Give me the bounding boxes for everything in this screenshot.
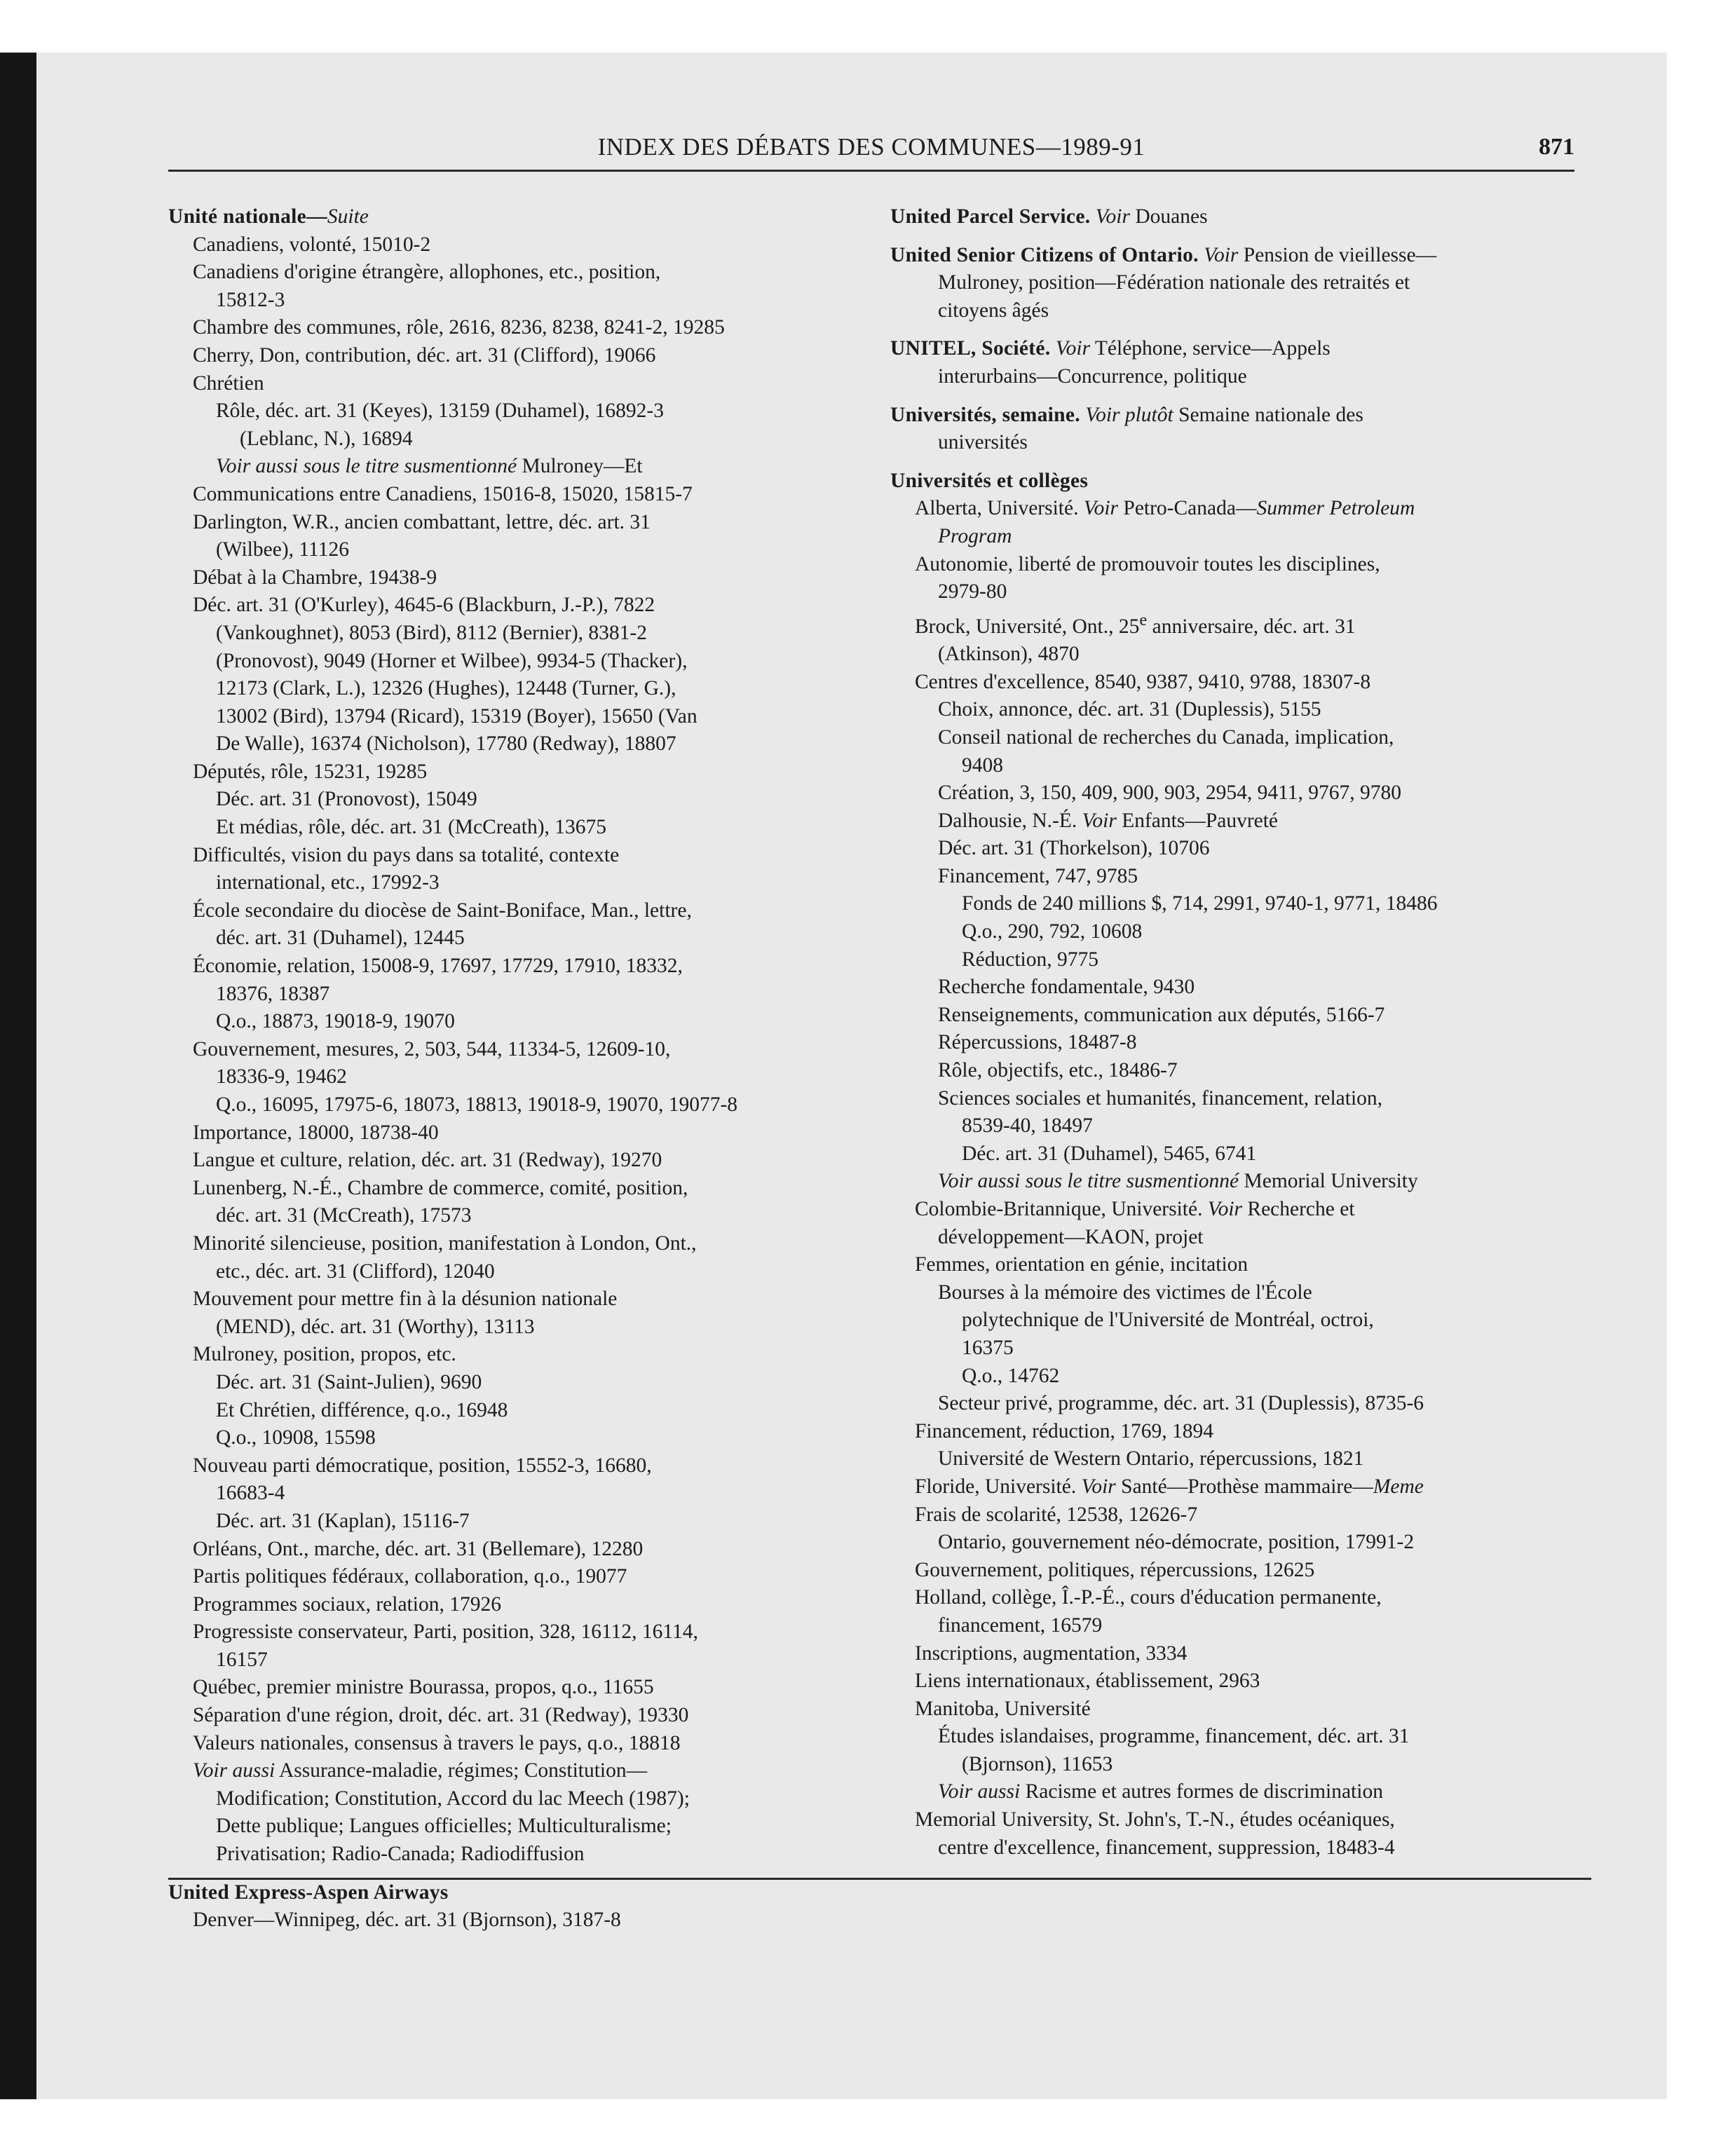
index-entry: [890, 752, 1591, 780]
entry-text: interurbains—Concurrence, politique: [938, 364, 1247, 388]
index-entry: [168, 981, 869, 1009]
cross-reference-label: Voir: [1078, 497, 1119, 520]
index-entry: [168, 259, 869, 287]
entry-text: Communications entre Canadiens, 15016-8, 15020, 15815-7: [193, 482, 693, 505]
index-entry: [890, 1667, 1591, 1696]
index-entry: [890, 835, 1591, 863]
entry-text: Holland, collège, Î.-P.-É., cours d'éducation permanente,: [915, 1586, 1382, 1609]
index-entry: [168, 370, 869, 398]
index-entry: [890, 1557, 1591, 1585]
index-entry: [168, 1536, 869, 1564]
index-entry: [890, 1140, 1591, 1168]
entry-text: United Express-Aspen Airways: [168, 1881, 449, 1904]
index-entry: [168, 1452, 869, 1480]
index-heading: [168, 203, 869, 231]
index-entry: [890, 1112, 1591, 1140]
header-rule: [168, 170, 1574, 172]
index-entry: [890, 1002, 1591, 1030]
entry-text: 13002 (Bird), 13794 (Ricard), 15319 (Boyer), 15650 (Van: [216, 704, 698, 728]
index-entry: [890, 1029, 1591, 1057]
superscript: e: [1139, 610, 1148, 629]
entry-text: Liens internationaux, établissement, 2963: [915, 1670, 1260, 1693]
entry-text-tail: Enfants—Pauvreté: [1116, 809, 1279, 832]
index-entry: [168, 425, 869, 453]
entry-text: Darlington, W.R., ancien combattant, lettre, déc. art. 31: [193, 510, 651, 533]
index-entry: [890, 1390, 1591, 1418]
cross-reference-label: Voir: [1090, 205, 1130, 228]
entry-text: 16683-4: [216, 1482, 285, 1505]
continuation-label: Suite: [327, 205, 369, 228]
entry-text: (Leblanc, N.), 16894: [240, 427, 413, 450]
entry-text: Et Chrétien, différence, q.o., 16948: [216, 1398, 508, 1421]
index-entry: [168, 1508, 869, 1536]
entry-text: (Wilbee), 11126: [216, 538, 349, 561]
index-entry: [168, 564, 869, 592]
entry-text: Universités, semaine.: [890, 403, 1080, 426]
index-entry: [168, 1369, 869, 1397]
entry-text: Déc. art. 31 (O'Kurley), 4645-6 (Blackburn, J.-P.), 7822: [193, 594, 655, 617]
entry-text-tail: Semaine nationale des: [1173, 403, 1363, 426]
cross-reference-label: Voir aussi sous le titre susmentionné: [216, 455, 517, 478]
index-entry: [168, 1258, 869, 1286]
entry-text: Dette publique; Langues officielles; Multiculturalisme;: [216, 1815, 672, 1838]
index-entry: [890, 269, 1591, 297]
entry-text: Rôle, objectifs, etc., 18486-7: [938, 1059, 1178, 1082]
index-heading: [890, 203, 1591, 231]
cross-reference-label: Voir aussi: [193, 1759, 275, 1782]
index-entry: [168, 1618, 869, 1646]
index-entry: [168, 1119, 869, 1147]
index-entry: [890, 1696, 1591, 1724]
index-entry: [168, 1730, 869, 1758]
entry-text: Nouveau parti démocratique, position, 15552-3, 16680,: [193, 1454, 652, 1477]
entry-text: Bourses à la mémoire des victimes de l'École: [938, 1281, 1312, 1304]
index-entry: [890, 1612, 1591, 1640]
index-heading: [890, 468, 1591, 496]
left-index-column: [168, 203, 869, 1935]
index-entry: [168, 231, 869, 259]
index-entry: [168, 1314, 869, 1342]
index-entry: [890, 696, 1591, 724]
entry-text: Memorial University: [1239, 1170, 1418, 1193]
cross-reference-label: Voir: [1076, 1475, 1116, 1498]
index-entry: [168, 1091, 869, 1119]
index-entry: [168, 1341, 869, 1369]
entry-text: Privatisation; Radio-Canada; Radiodiffusion: [216, 1843, 585, 1866]
entry-text: (MEND), déc. art. 31 (Worthy), 13113: [216, 1315, 535, 1338]
entry-text: Déc. art. 31 (Duhamel), 5465, 6741: [962, 1142, 1257, 1165]
index-entry: [168, 481, 869, 509]
index-entry: [890, 1335, 1591, 1363]
entry-text: Répercussions, 18487-8: [938, 1031, 1137, 1054]
entry-text: Alberta, Université.: [915, 497, 1079, 520]
entry-text: centre d'excellence, financement, suppression, 18483-4: [938, 1836, 1395, 1859]
page-title: INDEX DES DÉBATS DES COMMUNES—1989-91: [597, 133, 1145, 161]
entry-text: École secondaire du diocèse de Saint-Boniface, Man., lettre,: [193, 899, 692, 922]
index-entry: [168, 1591, 869, 1619]
entry-text: Minorité silencieuse, position, manifestation à London, Ont.,: [193, 1231, 697, 1255]
entry-text: 15812-3: [216, 288, 285, 311]
index-entry: [890, 1529, 1591, 1557]
index-entry: [890, 1224, 1591, 1252]
entry-text: Canadiens d'origine étrangère, allophones, etc., position,: [193, 261, 661, 284]
index-entry: [890, 523, 1591, 551]
entry-text: Recherche fondamentale, 9430: [938, 976, 1195, 999]
entry-text: Rôle, déc. art. 31 (Keyes), 13159 (Duhamel), 16892-3: [216, 400, 664, 423]
index-entry: [890, 1501, 1591, 1529]
entry-text: United Parcel Service.: [890, 205, 1091, 228]
index-entry: [168, 1397, 869, 1425]
entry-text: Mulroney, position, propos, etc.: [193, 1343, 456, 1366]
entry-text: (Pronovost), 9049 (Horner et Wilbee), 9934-5 (Thacker),: [216, 649, 688, 672]
entry-text: Députés, rôle, 15231, 19285: [193, 760, 428, 783]
index-entry: [890, 974, 1591, 1002]
index-entry: [168, 953, 869, 981]
index-entry: [168, 703, 869, 731]
index-entry: [890, 606, 1591, 641]
index-entry: [168, 397, 869, 425]
index-entry: [168, 1563, 869, 1591]
index-entry: [890, 807, 1591, 835]
entry-text: Q.o., 10908, 15598: [216, 1426, 376, 1449]
index-entry: [168, 620, 869, 648]
index-entry: [890, 724, 1591, 752]
entry-text: Mulroney—Et: [517, 455, 643, 478]
cross-reference-label: Voir: [1202, 1198, 1243, 1221]
entry-text: Racisme et autres formes de discrimination: [1020, 1780, 1383, 1803]
entry-text: Programmes sociaux, relation, 17926: [193, 1592, 501, 1616]
entry-text: 18376, 18387: [216, 982, 330, 1005]
index-entry: [890, 1723, 1591, 1751]
entry-text: 2979-80: [938, 580, 1007, 603]
entry-text: Inscriptions, augmentation, 3334: [915, 1642, 1188, 1665]
index-entry: [890, 1168, 1591, 1196]
entry-text: Sciences sociales et humanités, financement, relation,: [938, 1086, 1383, 1110]
entry-text-tail: Recherche et: [1242, 1198, 1355, 1221]
entry-text: Partis politiques fédéraux, collaboration, q.o., 19077: [193, 1565, 627, 1588]
entry-text: etc., déc. art. 31 (Clifford), 12040: [216, 1260, 495, 1283]
entry-text: Q.o., 290, 792, 10608: [962, 920, 1143, 943]
entry-text: Fonds de 240 millions $, 714, 2991, 9740-1, 9771, 18486: [962, 892, 1438, 915]
entry-text: Frais de scolarité, 12538, 12626-7: [915, 1503, 1198, 1526]
index-entry: [890, 1584, 1591, 1612]
index-entry: [890, 1473, 1591, 1501]
entry-text-tail: Petro-Canada—: [1118, 497, 1257, 520]
index-entry: [890, 495, 1591, 523]
entry-text: Déc. art. 31 (Kaplan), 15116-7: [216, 1509, 470, 1532]
entry-text: Unité nationale—: [168, 205, 327, 228]
index-entry: [168, 342, 869, 370]
index-entry: [168, 1202, 869, 1230]
entry-text: Orléans, Ont., marche, déc. art. 31 (Bellemare), 12280: [193, 1537, 644, 1560]
right-index-column: [890, 203, 1591, 1862]
entry-text: (Vankoughnet), 8053 (Bird), 8112 (Bernier), 8381-2: [216, 621, 647, 644]
entry-text: Renseignements, communication aux députés, 5166-7: [938, 1003, 1385, 1026]
index-entry: [168, 730, 869, 758]
page-number: 871: [1539, 134, 1574, 160]
entry-text: 18336-9, 19462: [216, 1065, 347, 1089]
index-entry: [168, 842, 869, 870]
index-entry: [168, 1147, 869, 1175]
entry-text: (Atkinson), 4870: [938, 643, 1080, 666]
index-entry: [890, 1418, 1591, 1446]
entry-text: Mulroney, position—Fédération nationale des retraités et: [938, 271, 1410, 294]
entry-text: développement—KAON, projet: [938, 1225, 1204, 1248]
entry-text: 12173 (Clark, L.), 12326 (Hughes), 12448 (Turner, G.),: [216, 677, 676, 700]
index-entry: [168, 897, 869, 925]
entry-text: Valeurs nationales, consensus à travers le pays, q.o., 18818: [193, 1731, 681, 1754]
entry-text: Importance, 18000, 18738-40: [193, 1121, 439, 1144]
entry-text: Dalhousie, N.-É.: [938, 809, 1077, 832]
cross-reference-label: Voir plutôt: [1080, 403, 1173, 426]
entry-text: Études islandaises, programme, financement, déc. art. 31: [938, 1725, 1410, 1748]
entry-text: Choix, annonce, déc. art. 31 (Duplessis), 5155: [938, 698, 1321, 721]
index-entry: [890, 1445, 1591, 1473]
index-entry: [890, 1306, 1591, 1335]
entry-text: international, etc., 17992-3: [216, 871, 440, 894]
index-entry: [168, 675, 869, 703]
index-entry: [890, 669, 1591, 697]
entry-text-tail: Téléphone, service—Appels: [1090, 337, 1331, 360]
entry-text: Séparation d'une région, droit, déc. art. 31 (Redway), 19330: [193, 1704, 689, 1727]
cross-reference-label: Voir: [1198, 243, 1239, 266]
entry-text: Déc. art. 31 (Pronovost), 15049: [216, 788, 477, 811]
index-entry: [168, 758, 869, 786]
index-entry: [890, 363, 1591, 391]
index-entry: [168, 1841, 869, 1869]
entry-text: Colombie-Britannique, Université.: [915, 1198, 1203, 1221]
index-entry: [168, 453, 869, 481]
index-entry: [890, 1085, 1591, 1113]
index-entry: [168, 925, 869, 953]
cross-reference-label: Voir aussi sous le titre susmentionné: [938, 1170, 1239, 1193]
index-entry: [168, 1175, 869, 1203]
index-entry: [890, 1640, 1591, 1668]
entry-text: Mouvement pour mettre fin à la désunion nationale: [193, 1288, 618, 1311]
index-entry: [890, 779, 1591, 807]
index-entry: [890, 863, 1591, 891]
index-entry: [168, 1646, 869, 1674]
index-entry: [168, 648, 869, 676]
index-entry: [890, 1057, 1591, 1085]
index-heading: [890, 402, 1591, 430]
index-entry: [168, 536, 869, 564]
entry-text: Création, 3, 150, 409, 900, 903, 2954, 9411, 9767, 9780: [938, 782, 1401, 805]
entry-text: Financement, 747, 9785: [938, 864, 1138, 887]
index-entry: [168, 1785, 869, 1813]
index-entry: [168, 1702, 869, 1730]
cross-reference-label: Program: [938, 524, 1012, 547]
entry-text: Université de Western Ontario, répercussions, 1821: [938, 1447, 1364, 1471]
entry-text: Brock, Université, Ont., 25: [915, 615, 1140, 638]
index-entry: [168, 1036, 869, 1064]
index-entry: [168, 1230, 869, 1258]
entry-text: Progressiste conservateur, Parti, position, 328, 16112, 16114,: [193, 1621, 698, 1644]
index-entry: [890, 551, 1591, 579]
entry-text: financement, 16579: [938, 1613, 1103, 1637]
entry-text: United Senior Citizens of Ontario.: [890, 243, 1199, 266]
index-heading: [890, 242, 1591, 270]
index-entry: [890, 641, 1591, 669]
entry-text: Floride, Université.: [915, 1475, 1077, 1498]
index-heading: [890, 335, 1591, 363]
index-entry: [168, 1813, 869, 1841]
entry-text: Modification; Constitution, Accord du lac Meech (1987);: [216, 1787, 690, 1810]
entry-text-tail: Santé—Prothèse mammaire—: [1115, 1475, 1373, 1498]
entry-text: Q.o., 18873, 19018-9, 19070: [216, 1010, 455, 1033]
entry-text: UNITEL, Société.: [890, 337, 1051, 360]
footer-rule: [168, 1878, 1591, 1880]
entry-text: Q.o., 16095, 17975-6, 18073, 18813, 19018-9, 19070, 19077-8: [216, 1093, 738, 1116]
index-entry: [890, 429, 1591, 457]
entry-text: Réduction, 9775: [962, 948, 1099, 971]
entry-text: universités: [938, 431, 1028, 454]
entry-text: Centres d'excellence, 8540, 9387, 9410, 9788, 18307-8: [915, 670, 1371, 693]
entry-text: Cherry, Don, contribution, déc. art. 31 (Clifford), 19066: [193, 343, 656, 367]
index-entry: [168, 314, 869, 342]
entry-text: Débat à la Chambre, 19438-9: [193, 566, 437, 589]
entry-text: Ontario, gouvernement néo-démocrate, position, 17991-2: [938, 1531, 1415, 1554]
index-entry: [890, 918, 1591, 946]
entry-text: 9408: [962, 753, 1003, 777]
index-entry: [168, 1008, 869, 1036]
index-entry: [168, 1906, 869, 1935]
entry-text: polytechnique de l'Université de Montréal, octroi,: [962, 1309, 1374, 1332]
index-entry: [890, 297, 1591, 325]
index-entry: [890, 1806, 1591, 1834]
entry-text-tail: Douanes: [1129, 205, 1208, 228]
entry-text: 16375: [962, 1336, 1014, 1359]
entry-text: Chrétien: [193, 371, 264, 395]
index-entry: [168, 1674, 869, 1702]
index-entry: [890, 890, 1591, 918]
entry-text: Lunenberg, N.-É., Chambre de commerce, comité, position,: [193, 1176, 688, 1199]
entry-text: Denver—Winnipeg, déc. art. 31 (Bjornson), 3187-8: [193, 1909, 621, 1932]
entry-text: Canadiens, volonté, 15010-2: [193, 233, 431, 256]
entry-text: Secteur privé, programme, déc. art. 31 (Duplessis), 8735-6: [938, 1392, 1424, 1415]
entry-text: Gouvernement, politiques, répercussions, 12625: [915, 1558, 1315, 1581]
entry-text: Autonomie, liberté de promouvoir toutes les disciplines,: [915, 552, 1380, 575]
index-entry: [890, 1778, 1591, 1806]
entry-text: Assurance-maladie, régimes; Constitution—: [275, 1759, 648, 1782]
entry-text-tail: anniversaire, déc. art. 31: [1147, 615, 1356, 638]
entry-text: Difficultés, vision du pays dans sa totalité, contexte: [193, 843, 620, 866]
entry-text: citoyens âgés: [938, 299, 1049, 322]
entry-text: (Bjornson), 11653: [962, 1752, 1113, 1775]
entry-text-tail: Pension de vieillesse—: [1238, 243, 1437, 266]
index-entry: [168, 869, 869, 897]
entry-text: Femmes, orientation en génie, incitation: [915, 1253, 1248, 1276]
cross-reference-label: Voir aussi: [938, 1780, 1021, 1803]
entry-italic-tail: Summer Petroleum: [1256, 497, 1415, 520]
index-entry: [890, 1363, 1591, 1391]
index-entry: [890, 1251, 1591, 1279]
entry-text: Manitoba, Université: [915, 1697, 1091, 1720]
index-entry: [168, 1063, 869, 1091]
index-entry: [168, 786, 869, 814]
index-heading: [168, 1879, 869, 1907]
entry-text: Gouvernement, mesures, 2, 503, 544, 11334-5, 12609-10,: [193, 1037, 671, 1060]
scan-binding-edge: [0, 53, 36, 2099]
index-entry: [890, 1751, 1591, 1779]
index-entry: [168, 1480, 869, 1508]
index-entry: [168, 1424, 869, 1452]
entry-text: Universités et collèges: [890, 469, 1089, 492]
index-entry: [168, 509, 869, 537]
entry-text: Q.o., 14762: [962, 1364, 1060, 1387]
index-entry: [890, 1196, 1591, 1224]
index-entry: [890, 578, 1591, 606]
index-entry: [890, 1834, 1591, 1862]
entry-text: Memorial University, St. John's, T.-N., études océaniques,: [915, 1808, 1395, 1831]
entry-text: Québec, premier ministre Bourassa, propos, q.o., 11655: [193, 1676, 654, 1699]
index-entry: [168, 1285, 869, 1314]
entry-text: Langue et culture, relation, déc. art. 31 (Redway), 19270: [193, 1149, 662, 1172]
index-entry: [168, 1757, 869, 1785]
index-entry: [168, 814, 869, 842]
entry-text: De Walle), 16374 (Nicholson), 17780 (Redway), 18807: [216, 732, 676, 756]
entry-text: Économie, relation, 15008-9, 17697, 17729, 17910, 18332,: [193, 955, 683, 978]
entry-text: déc. art. 31 (Duhamel), 12445: [216, 927, 465, 950]
cross-reference-label: Voir: [1050, 337, 1091, 360]
cross-reference-label: Voir: [1077, 809, 1117, 832]
index-entry: [890, 1279, 1591, 1307]
entry-text: Chambre des communes, rôle, 2616, 8236, 8238, 8241-2, 19285: [193, 316, 725, 339]
entry-text: déc. art. 31 (McCreath), 17573: [216, 1204, 472, 1227]
entry-text: 8539-40, 18497: [962, 1114, 1093, 1138]
entry-italic-tail: Meme: [1373, 1475, 1424, 1498]
entry-text: 16157: [216, 1648, 268, 1671]
entry-text: Déc. art. 31 (Saint-Julien), 9690: [216, 1370, 482, 1393]
entry-text: Financement, réduction, 1769, 1894: [915, 1419, 1214, 1442]
entry-text: Et médias, rôle, déc. art. 31 (McCreath), 13675: [216, 816, 607, 839]
index-entry: [890, 946, 1591, 974]
entry-text: Conseil national de recherches du Canada, implication,: [938, 725, 1394, 749]
index-entry: [168, 287, 869, 315]
entry-text: Déc. art. 31 (Thorkelson), 10706: [938, 837, 1210, 860]
index-entry: [168, 592, 869, 620]
